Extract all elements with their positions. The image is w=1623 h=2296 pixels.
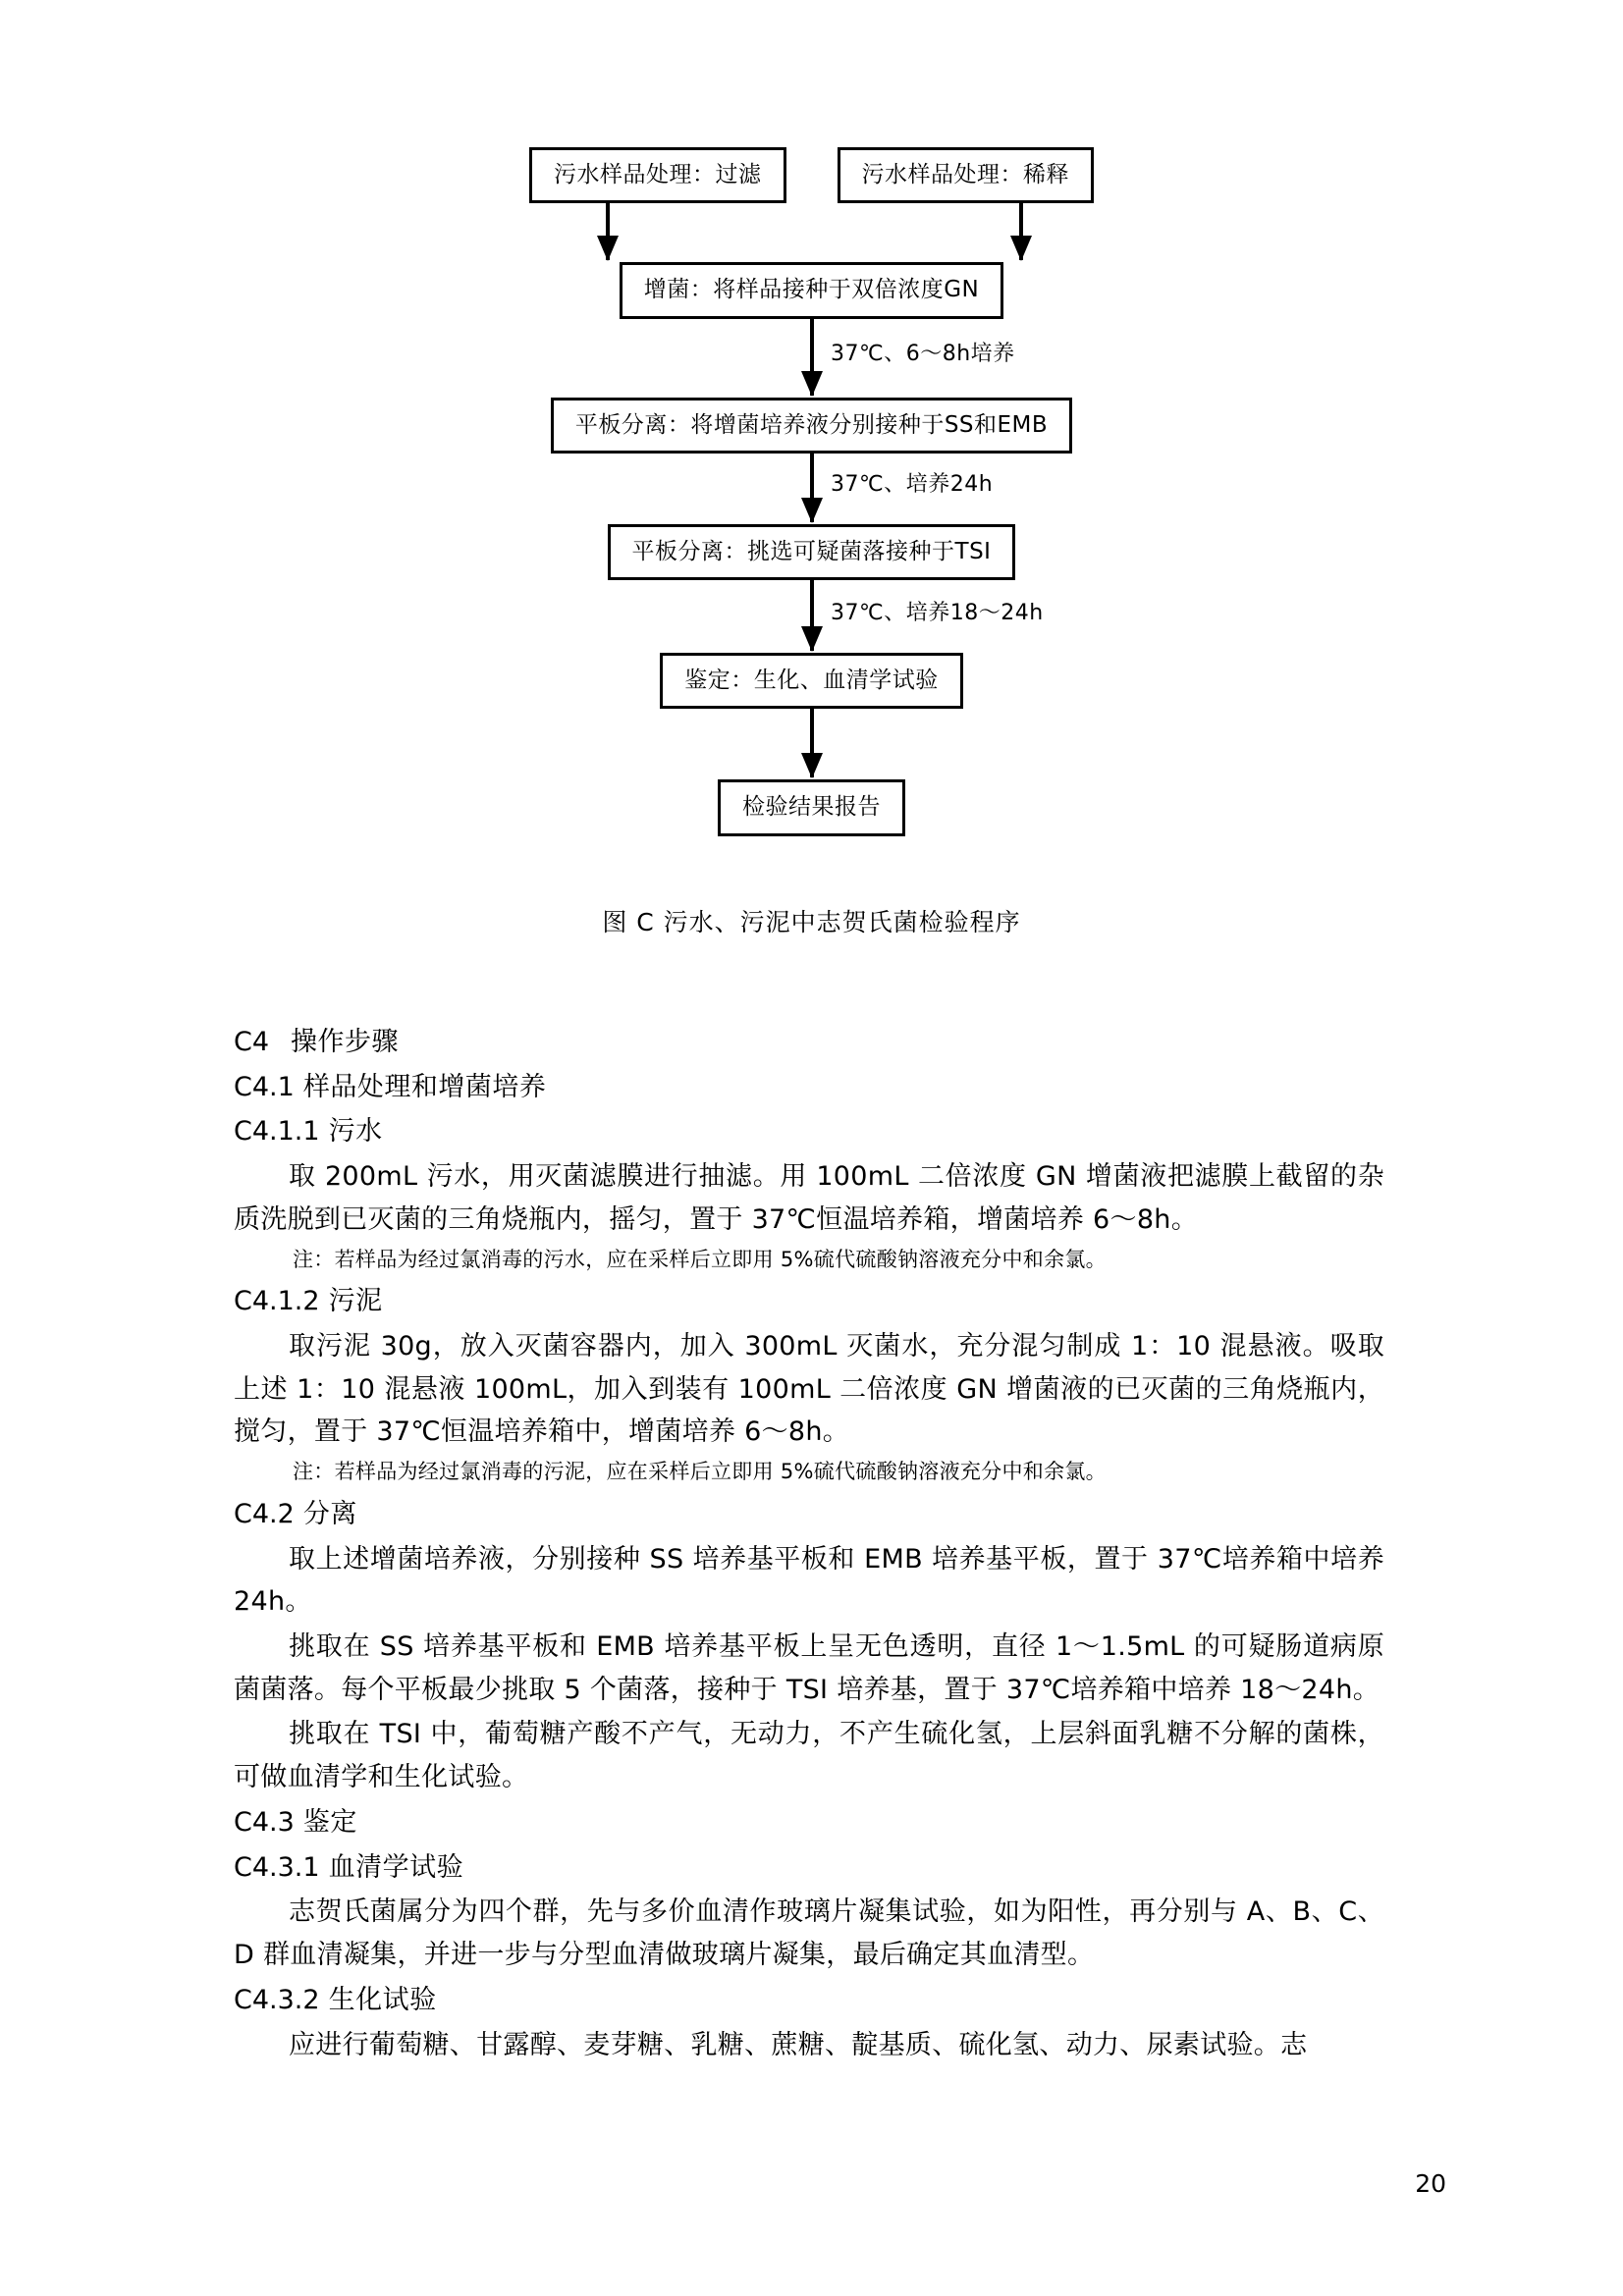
heading-c4-3-1 [234, 1846, 1384, 1890]
heading-c4-1-2-title: 污泥 [328, 1286, 383, 1317]
flowchart-row-identify [0, 653, 1623, 709]
heading-c4-3-2 [234, 1979, 1384, 2022]
flowchart-row-report [0, 779, 1623, 835]
arrow-label-2: 37℃、培养24h [831, 471, 994, 497]
connector-line-4 [810, 709, 814, 777]
flowchart-connector-4 [0, 709, 1623, 779]
flowchart-row-plate1 [0, 398, 1623, 454]
heading-c4-2 [234, 1493, 1384, 1536]
heading-c4 [234, 1021, 1384, 1064]
figure-caption: 图 C 污水、污泥中志贺氏菌检验程序 [602, 908, 1021, 936]
heading-c4-1-1-title: 污水 [328, 1116, 383, 1148]
page-number: 20 [1415, 2169, 1446, 2198]
heading-c4-1-1 [234, 1110, 1384, 1153]
flow-node-plate1: 平板分离：将增菌培养液分别接种于SS和EMB [551, 398, 1072, 454]
flow-node-report: 检验结果报告 [718, 779, 905, 835]
paragraph-c4-2-3: 挑取在 TSI 中，葡萄糖产酸不产气，无动力，不产生硫化氢，上层斜面乳糖不分解的菌株，可做血清学和生化试验。 [234, 1719, 1384, 1793]
heading-c4-1-1-number: C4.1.1 [234, 1116, 320, 1148]
paragraph-c4-2-1: 取上述增菌培养液，分别接种 SS 培养基平板和 EMB 培养基平板，置于 37℃培养箱中培养 24h。 [234, 1543, 1384, 1618]
arrow-label-3: 37℃、培养18～24h [831, 601, 1044, 626]
flow-node-dilute: 污水样品处理：稀释 [838, 147, 1095, 203]
flowchart-connector-3 [0, 580, 1623, 653]
paragraph-c4-3-1: 志贺氏菌属分为四个群，先与多价血清作玻璃片凝集试验，如为阳性，再分别与 A、B、C、D 群血清凝集，并进一步与分型血清做玻璃片凝集，最后确定其血清型。 [234, 1896, 1384, 1971]
flowchart-connector-2 [0, 454, 1623, 524]
heading-c4-3-2-title: 生化试验 [328, 1984, 437, 2015]
flowchart-row-top [0, 147, 1623, 203]
heading-c4-1-2-number: C4.1.2 [234, 1286, 320, 1317]
flow-node-plate2: 平板分离：挑选可疑菌落接种于TSI [608, 524, 1016, 580]
connector-filter-to-enrich [606, 203, 610, 260]
note-c4-1-2: 注：若样品为经过氯消毒的污泥，应在采样后立即用 5%硫代硫酸钠溶液充分中和余氯。 [293, 1460, 1107, 1484]
heading-c4-2-number: C4.2 [234, 1498, 295, 1529]
heading-c4-number: C4 [234, 1027, 270, 1057]
connector-line-2 [810, 454, 814, 522]
heading-c4-1 [234, 1066, 1384, 1109]
flowchart-dual-connector [0, 203, 1623, 262]
connector-dilute-to-enrich [1019, 203, 1023, 260]
heading-c4-title: 操作步骤 [291, 1027, 400, 1057]
connector-line-3 [810, 580, 814, 651]
note-c4-1-1: 注：若样品为经过氯消毒的污水，应在采样后立即用 5%硫代硫酸钠溶液充分中和余氯。 [293, 1247, 1107, 1271]
flowchart [0, 147, 1623, 836]
heading-c4-1-number: C4.1 [234, 1071, 295, 1102]
heading-c4-3-1-number: C4.3.1 [234, 1851, 320, 1883]
heading-c4-3-1-title: 血清学试验 [328, 1851, 464, 1883]
paragraph-c4-1-2: 取污泥 30g，放入灭菌容器内，加入 300mL 灭菌水，充分混匀制成 1：10 混悬液。吸取上述 1：10 混悬液 100mL，加入到装有 100mL 二倍浓度 GN 增菌液的已灭菌的三角烧瓶内，搅匀，置于 37℃恒温培养箱中，增菌培养 6～8h。 [234, 1331, 1384, 1448]
flow-node-filter: 污水样品处理：过滤 [529, 147, 786, 203]
flowchart-connector-1 [0, 319, 1623, 398]
flowchart-row-enrich [0, 262, 1623, 318]
heading-c4-1-2 [234, 1280, 1384, 1323]
paragraph-c4-2-2: 挑取在 SS 培养基平板和 EMB 培养基平板上呈无色透明，直径 1～1.5mL 的可疑肠道病原菌菌落。每个平板最少挑取 5 个菌落，接种于 TSI 培养基，置于 37℃培养箱中培养 18～24h。 [234, 1631, 1384, 1705]
flow-node-enrich: 增菌：将样品接种于双倍浓度GN [620, 262, 1004, 318]
heading-c4-3 [234, 1801, 1384, 1844]
heading-c4-1-title: 样品处理和增菌培养 [302, 1071, 547, 1102]
heading-c4-3-title: 鉴定 [302, 1806, 357, 1838]
paragraph-c4-1-1: 取 200mL 污水，用灭菌滤膜进行抽滤。用 100mL 二倍浓度 GN 增菌液把滤膜上截留的杂质洗脱到已灭菌的三角烧瓶内，摇匀，置于 37℃恒温培养箱，增菌培养 6～8h。 [234, 1161, 1384, 1235]
heading-c4-2-title: 分离 [302, 1498, 357, 1529]
flow-node-identify: 鉴定：生化、血清学试验 [660, 653, 963, 709]
heading-c4-3-2-number: C4.3.2 [234, 1984, 320, 2015]
arrow-label-1: 37℃、6～8h培养 [831, 341, 1015, 366]
body-text [234, 1021, 1384, 2068]
paragraph-c4-3-2: 应进行葡萄糖、甘露醇、麦芽糖、乳糖、蔗糖、靛基质、硫化氢、动力、尿素试验。志 [289, 2029, 1308, 2060]
heading-c4-3-number: C4.3 [234, 1806, 295, 1838]
flowchart-row-plate2 [0, 524, 1623, 580]
connector-line-1 [810, 319, 814, 396]
